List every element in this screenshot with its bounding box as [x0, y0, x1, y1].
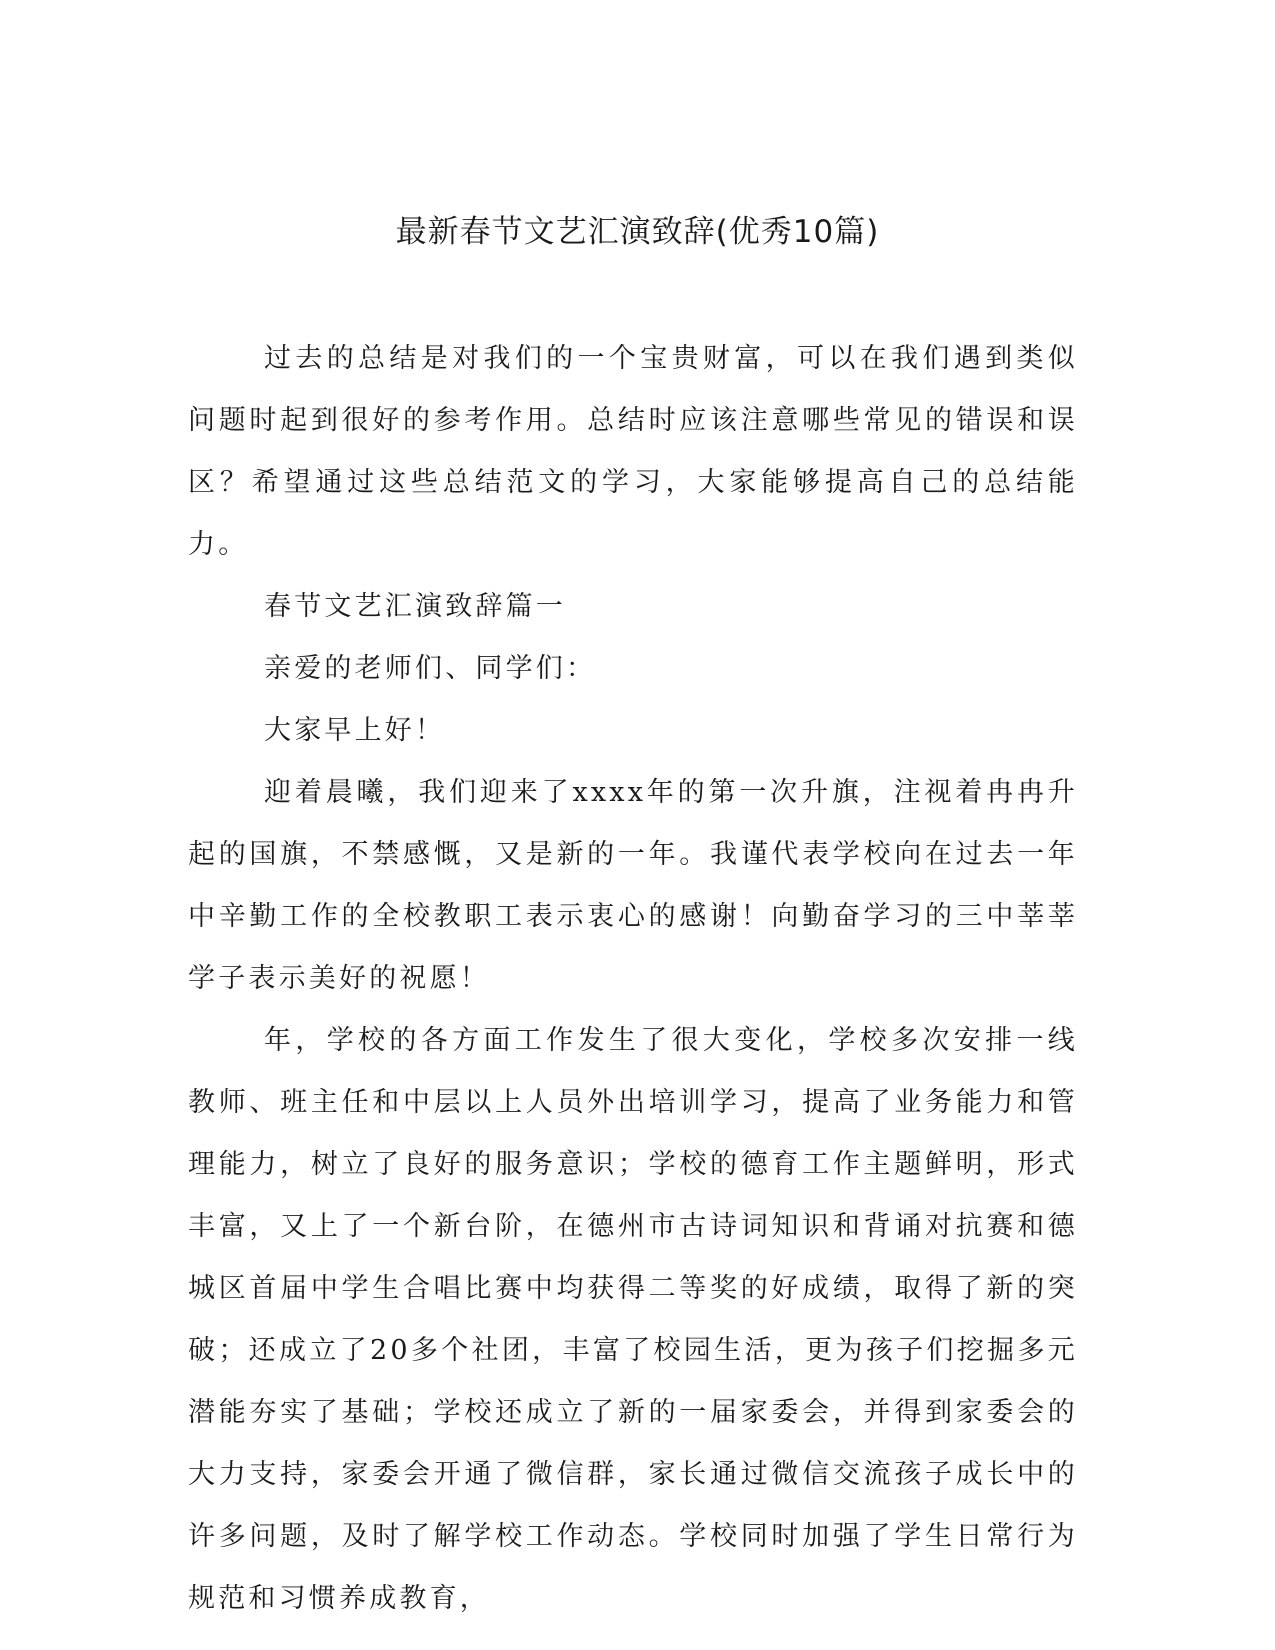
greeting: 大家早上好！ — [264, 715, 446, 746]
intro-paragraph: 过去的总结是对我们的一个宝贵财富，可以在我们遇到类似问题时起到很好的参考作用。总结时应该注意哪些常见的错误和误区？希望通过这些总结范文的学习，大家能够提高自己的总结能力。 — [188, 343, 1078, 560]
document-title: 最新春节文艺汇演致辞(优秀10篇) — [395, 214, 880, 250]
section-heading: 春节文艺汇演致辞篇一 — [264, 591, 566, 622]
salutation: 亲爱的老师们、同学们： — [264, 653, 597, 684]
body-paragraph: 年，学校的各方面工作发生了很大变化，学校多次安排一线教师、班主任和中层以上人员外出培训学习，提高了业务能力和管理能力，树立了良好的服务意识；学校的德育工作主题鲜明，形式丰富，又上了一个新台阶，在德州市古诗词知识和背诵对抗赛和德城区首届中学生合唱比赛中均获得二等奖的好成绩，取得了新的突破；还成立了20多个社团，丰富了校园生活，更为孩子们挖掘多元潜能夯实了基础；学校还成立了新的一届家委会，并得到家委会的大力支持，家委会开通了微信群，家长通过微信交流孩子成长中的许多问题，及时了解学校工作动态。学校同时加强了学生日常行为规范和习惯养成教育， — [188, 1025, 1078, 1614]
document-body — [188, 328, 1078, 1630]
body-paragraph: 迎着晨曦，我们迎来了xxxx年的第一次升旗，注视着冉冉升起的国旗，不禁感慨，又是新的一年。我谨代表学校向在过去一年中辛勤工作的全校教职工表示衷心的感谢！向勤奋学习的三中莘莘学子表示美好的祝愿！ — [188, 777, 1078, 994]
